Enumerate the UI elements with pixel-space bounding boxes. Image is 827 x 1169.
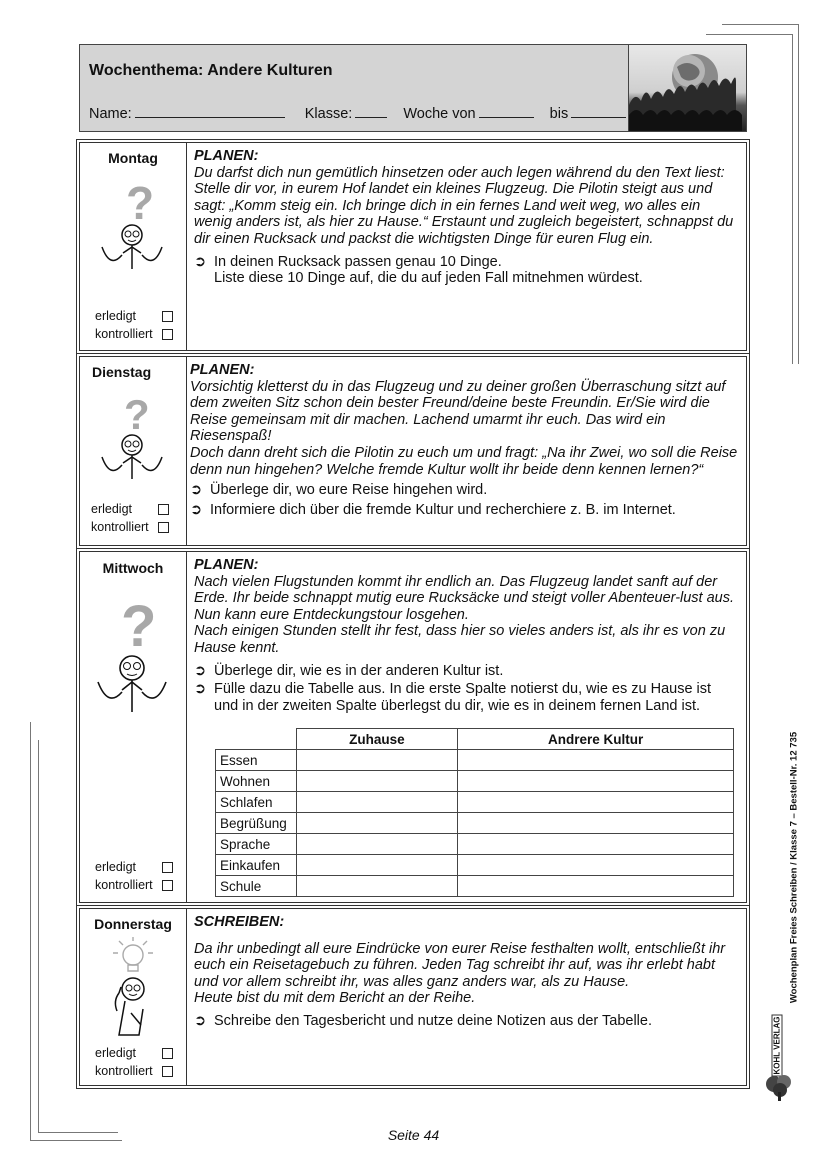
task-item bbox=[194, 254, 738, 287]
table-cell[interactable] bbox=[296, 792, 458, 813]
row-label: Schlafen bbox=[216, 792, 297, 813]
page-title: Wochenthema: Andere Kulturen bbox=[89, 62, 333, 79]
order-info: Wochenplan Freies Schreiben / Klasse 7 – Bestell-Nr. 12 735 bbox=[788, 731, 800, 1004]
bis-label: bis bbox=[549, 106, 569, 122]
checked-checkbox[interactable] bbox=[162, 880, 173, 891]
table-row bbox=[216, 855, 734, 876]
comparison-table bbox=[215, 728, 734, 897]
checklist bbox=[91, 500, 169, 536]
woche-field[interactable] bbox=[479, 103, 534, 118]
checked-checkbox[interactable] bbox=[162, 1066, 173, 1077]
task-heading: SCHREIBEN: bbox=[194, 914, 285, 930]
table-row bbox=[216, 771, 734, 792]
day-name: Mittwoch bbox=[102, 560, 164, 576]
day-sidebar bbox=[80, 143, 187, 350]
day-sidebar bbox=[80, 357, 187, 545]
row-label: Sprache bbox=[216, 834, 297, 855]
frame-line bbox=[706, 34, 792, 35]
arrow-icon: ➲ bbox=[194, 662, 207, 679]
done-label: erledigt bbox=[95, 860, 136, 874]
table-cell[interactable] bbox=[296, 813, 458, 834]
day-content bbox=[194, 148, 738, 287]
day-sidebar bbox=[80, 909, 187, 1085]
day-content bbox=[190, 362, 738, 518]
row-label: Begrüßung bbox=[216, 813, 297, 834]
story-text: Du darfst dich nun gemütlich hinsetzen oder auch legen während du den Text liest: Stelle dir vor, in eurem Hof landet ein kleines Flugzeug. Die Pilotin steigt aus und sagt: „Komm steig ein. Ich bringe dich in ein fernes Land weit weg, wo alles ein wenig anders ist, als hier zu Hause.“ Erstaunt und zugleich begeistert, schnappst du dir einen Rucksack und packst die wichtigsten Dinge für euren Flug ein. bbox=[194, 164, 734, 247]
done-label: erledigt bbox=[95, 1046, 136, 1060]
task-text: Fülle dazu die Tabelle aus. In die erste Spalte notierst du, wie es zu Hause ist und in der zweiten Spalte überlegst du dir, wie es in deinem fernen Land ist. bbox=[214, 681, 712, 714]
arrow-icon: ➲ bbox=[194, 681, 207, 698]
task-item bbox=[190, 482, 738, 499]
table-cell[interactable] bbox=[458, 792, 734, 813]
header bbox=[79, 44, 747, 132]
question-mark-icon: ? bbox=[124, 391, 150, 438]
checked-checkbox[interactable] bbox=[162, 329, 173, 340]
table-row bbox=[216, 813, 734, 834]
idea-figure-icon bbox=[95, 937, 171, 1052]
task-text: In deinen Rucksack passen genau 10 Dinge. Liste diese 10 Dinge auf, die du auf jeden Fall mitnehmen würdest. bbox=[214, 253, 643, 287]
task-item bbox=[190, 502, 738, 519]
table-row bbox=[216, 750, 734, 771]
day-sidebar bbox=[80, 552, 187, 902]
table-row bbox=[216, 876, 734, 897]
klasse-field[interactable] bbox=[355, 103, 387, 118]
task-text: Informiere dich über die fremde Kultur und recherchiere z. B. im Internet. bbox=[210, 501, 676, 518]
column-header: Zuhause bbox=[296, 729, 458, 750]
table-corner bbox=[216, 729, 297, 750]
done-label: erledigt bbox=[95, 309, 136, 323]
checked-label: kontrolliert bbox=[91, 520, 149, 534]
task-heading: PLANEN: bbox=[190, 362, 255, 378]
arrow-icon: ➲ bbox=[194, 1012, 207, 1029]
checked-label: kontrolliert bbox=[95, 327, 153, 341]
page-number: Seite 44 bbox=[387, 1127, 440, 1143]
row-label: Essen bbox=[216, 750, 297, 771]
frame-line bbox=[38, 740, 39, 1132]
checked-label: kontrolliert bbox=[95, 878, 153, 892]
table-row bbox=[216, 792, 734, 813]
day-content bbox=[194, 914, 738, 1030]
day-name: Donnerstag bbox=[94, 916, 172, 932]
table-cell[interactable] bbox=[296, 771, 458, 792]
checked-label: kontrolliert bbox=[95, 1064, 153, 1078]
task-item bbox=[194, 681, 738, 714]
light-bulb-icon bbox=[113, 937, 153, 971]
day-montag bbox=[79, 142, 747, 351]
table-cell[interactable] bbox=[458, 876, 734, 897]
name-field[interactable] bbox=[135, 103, 285, 118]
table-header-row bbox=[216, 729, 734, 750]
publisher-name: KOHL VERLAG bbox=[772, 1016, 782, 1075]
table-cell[interactable] bbox=[458, 834, 734, 855]
table-cell[interactable] bbox=[458, 750, 734, 771]
thinking-figure-icon bbox=[95, 594, 171, 724]
day-name: Dienstag bbox=[92, 364, 152, 380]
side-label bbox=[786, 710, 802, 1030]
day-dienstag bbox=[79, 356, 747, 546]
row-label: Wohnen bbox=[216, 771, 297, 792]
table-cell[interactable] bbox=[458, 855, 734, 876]
done-checkbox[interactable] bbox=[162, 1048, 173, 1059]
arrow-icon: ➲ bbox=[190, 501, 203, 518]
name-label: Name: bbox=[89, 106, 132, 122]
klasse-label: Klasse: bbox=[304, 106, 353, 122]
frame-line bbox=[30, 722, 31, 1140]
task-heading: PLANEN: bbox=[194, 557, 259, 573]
done-label: erledigt bbox=[91, 502, 132, 516]
checklist bbox=[95, 307, 173, 343]
checked-checkbox[interactable] bbox=[158, 522, 169, 533]
task-heading: PLANEN: bbox=[194, 148, 259, 164]
question-mark-icon: ? bbox=[121, 594, 157, 659]
tree-logo-icon bbox=[762, 1072, 802, 1102]
day-content bbox=[194, 557, 738, 714]
woche-label: Woche von bbox=[403, 106, 476, 122]
arrow-icon: ➲ bbox=[190, 482, 203, 499]
day-mittwoch bbox=[79, 551, 747, 903]
frame-line bbox=[798, 24, 799, 364]
done-checkbox[interactable] bbox=[162, 311, 173, 322]
bis-field[interactable] bbox=[571, 103, 626, 118]
table-cell[interactable] bbox=[458, 813, 734, 834]
task-text: Überlege dir, wo eure Reise hingehen wird. bbox=[210, 482, 488, 499]
task-item bbox=[194, 663, 738, 680]
question-mark-icon: ? bbox=[126, 177, 155, 229]
checklist bbox=[95, 1044, 173, 1080]
header-fields bbox=[89, 103, 626, 122]
publisher-logo bbox=[760, 1016, 800, 1100]
task-item bbox=[194, 1013, 738, 1030]
thinking-figure-icon bbox=[95, 177, 171, 277]
table-cell[interactable] bbox=[296, 750, 458, 771]
globe-crowd-image bbox=[628, 45, 746, 131]
story-text: Nach vielen Flugstunden kommt ihr endlich an. Das Flugzeug landet sanft auf der Erde. Ihr beide schnappt mutig eure Rucksäcke und steigt voller Abenteuer-lust aus. Nun kann eure Entdeckungstour losgehen. Nach einigen Stunden stellt ihr fest, dass hier so vieles anders ist, als ihr es von zu Hause kennt. bbox=[194, 573, 735, 656]
checklist bbox=[95, 858, 173, 894]
row-label: Schule bbox=[216, 876, 297, 897]
task-text: Schreibe den Tagesbericht und nutze deine Notizen aus der Tabelle. bbox=[214, 1012, 652, 1029]
story-text: Da ihr unbedingt all eure Eindrücke von eurer Reise festhalten wollt, entschließt ihr euch ein Reisetagebuch zu führen. Jeden Tag schreibt ihr auf, was ihr erlebt habt und vor allem schreibt ihr, was alles ganz anders war, als zu Hause. Heute bist du mit dem Bericht an der Reihe. bbox=[194, 940, 726, 1007]
row-label: Einkaufen bbox=[216, 855, 297, 876]
day-name: Montag bbox=[108, 150, 158, 166]
day-donnerstag bbox=[79, 908, 747, 1086]
thinking-figure-icon bbox=[95, 387, 171, 492]
table-cell[interactable] bbox=[296, 855, 458, 876]
table-cell[interactable] bbox=[296, 876, 458, 897]
table-cell[interactable] bbox=[296, 834, 458, 855]
column-header: Andrere Kultur bbox=[458, 729, 734, 750]
story-text: Vorsichtig kletterst du in das Flugzeug und zu deiner großen Überraschung sitzt auf dem zweiten Sitz schon dein bester Freund/deine beste Freundin. Er/Sie wird die Reise gemeinsam mit dir machen. Lachend umarmt ihr euch. Das wird ein Riesenspaß! Doch dann dreht sich die Pilotin zu euch um und fragt: „Na ihr Zwei, wo soll die Reise denn nun hingehen? Welche fremde Kultur wollt ihr beide denn kennen lernen?“ bbox=[190, 378, 738, 478]
frame-line bbox=[792, 34, 793, 364]
done-checkbox[interactable] bbox=[162, 862, 173, 873]
frame-line bbox=[722, 24, 798, 25]
done-checkbox[interactable] bbox=[158, 504, 169, 515]
arrow-icon: ➲ bbox=[194, 253, 207, 270]
task-text: Überlege dir, wie es in der anderen Kultur ist. bbox=[214, 662, 504, 679]
table-row bbox=[216, 834, 734, 855]
table-cell[interactable] bbox=[458, 771, 734, 792]
